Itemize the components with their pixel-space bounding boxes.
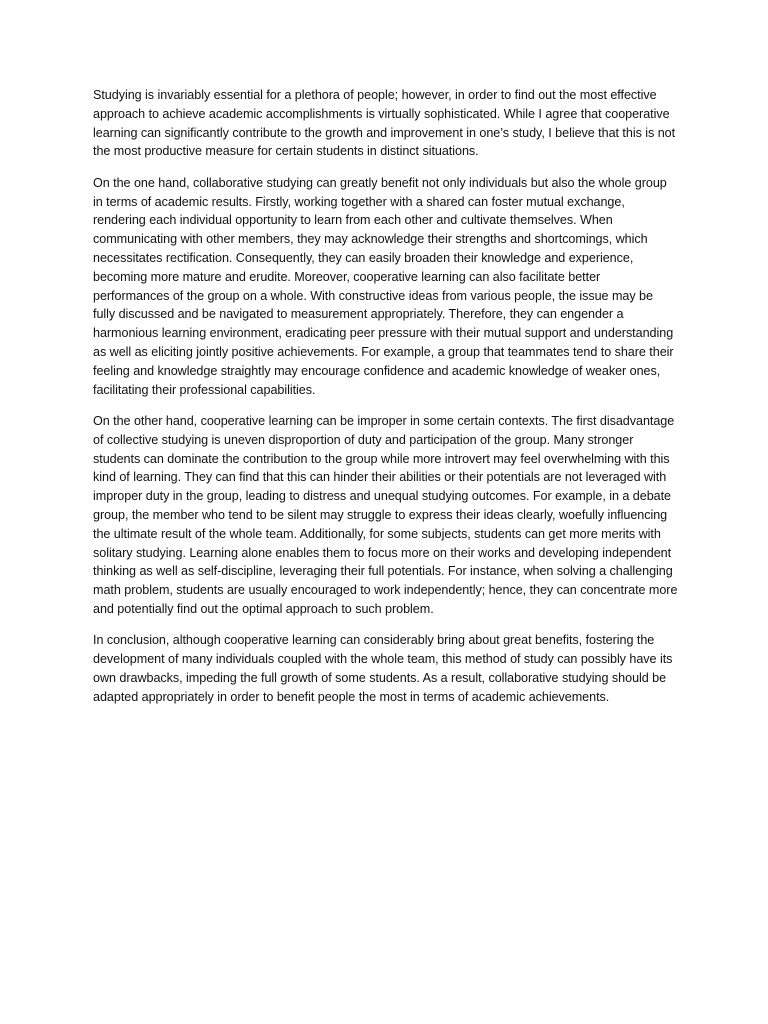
paragraph-conclusion: In conclusion, although cooperative learning can considerably bring about great benefits, fostering the development of many individuals coupled with the whole team, this method of study can possibly have its own drawbacks, impeding the full growth of some students. As a result, collaborative studying should be adapted appropriately in order to benefit people the most in terms of academic achievements. [93,633,673,704]
paragraph-introduction: Studying is invariably essential for a plethora of people; however, in order to find out the most effective approach to achieve academic accomplishments is virtually sophisticated. While I agree that cooperative learning can significantly contribute to the growth and improvement in one’s study, I believe that this is not the most productive measure for certain students in distinct situations. [93,88,676,159]
paragraph-drawbacks: On the other hand, cooperative learning can be improper in some certain contexts. The first disadvantage of collective studying is uneven disproportion of duty and participation of the group. Many stronger students can dominate the contribution to the group while more introvert may feel overwhelming with this kind of learning. They can find that this can hinder their abilities or their potentials are not leveraged with improper duty in the group, leading to distress and unequal studying outcomes. For example, in a debate group, the member who tend to be silent may struggle to express their ideas clearly, woefully influencing the ultimate result of the whole team. Additionally, for some subjects, students can get more merits with solitary studying. Learning alone enables them to focus more on their works and developing independent thinking as well as self-discipline, leveraging their full potentials. For instance, when solving a challenging math problem, students are usually encouraged to work independently; hence, they can concentrate more and potentially find out the optimal approach to such problem. [93,413,678,616]
document-body [93,86,678,719]
paragraph-benefits: On the one hand, collaborative studying can greatly benefit not only individuals but also the whole group in terms of academic results. Firstly, working together with a shared can foster mutual exchange, rendering each individual opportunity to learn from each other and cultivate themselves. When communicating with other members, they may acknowledge their strengths and shortcomings, which necessitates rectification. Consequently, they can easily broaden their knowledge and experience, becoming more mature and erudite. Moreover, cooperative learning can also facilitate better performances of the group on a whole. With constructive ideas from various people, the issue may be fully discussed and be navigated to measurement appropriately. Therefore, they can engender a harmonious learning environment, eradicating peer pressure with their mutual support and understanding as well as eliciting jointly positive achievements. For example, a group that teammates tend to share their feeling and knowledge straightly may encourage confidence and academic knowledge of weaker ones, facilitating their professional capabilities. [93,175,674,397]
